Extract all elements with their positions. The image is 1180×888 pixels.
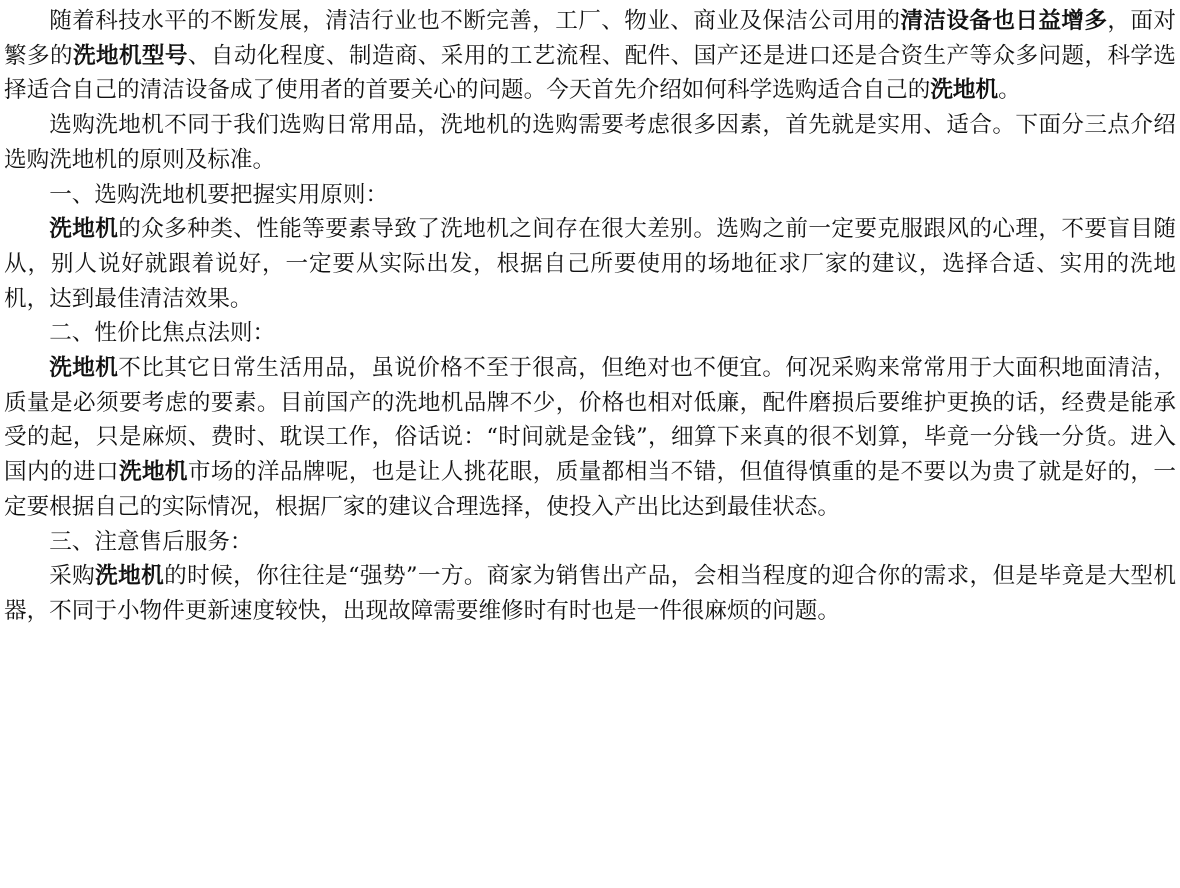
heading-text: 一、选购洗地机要把握实用原则：	[49, 181, 389, 208]
bold-text-segment: 洗地机	[930, 77, 999, 104]
bold-text-segment: 洗地机	[49, 216, 119, 243]
bold-text-segment: 洗地机	[118, 459, 188, 486]
text-segment: 、自动化程度、制造商、采用的工艺流程、配件、国产还是进口还是合资生产等众多问题，科学选择适合自己的清洁设备成了使用者的首要关心的问题。今天首先介绍如何科学选购适合自己的	[4, 42, 1177, 104]
paragraph-intro	[4, 4, 1176, 108]
section-heading-2	[4, 316, 1176, 351]
bold-text-segment: 洗地机型号	[72, 42, 188, 69]
section-heading-3	[4, 525, 1176, 560]
text-segment: 随着科技水平的不断发展，清洁行业也不断完善，工厂、物业、商业及保洁公司用的	[49, 8, 901, 34]
bold-text-segment: 洗地机	[49, 355, 119, 382]
text-segment: 采购	[49, 563, 96, 590]
text-segment: 的时候，你往往是“强势”一方。商家为销售出产品，会相当程度的迎合你的需求，但是毕竟是大型机器，不同于小物件更新速度较快，出现故障需要维修时有时也是一件很麻烦的问题。	[4, 563, 1177, 624]
paragraph-overview	[4, 108, 1176, 177]
heading-text: 二、性价比焦点法则：	[49, 320, 276, 347]
paragraph-section-3	[4, 559, 1176, 628]
text-segment: 。	[998, 77, 1021, 104]
bold-text-segment: 清洁设备也日益增多	[900, 8, 1108, 34]
heading-text: 三、注意售后服务：	[49, 528, 253, 555]
text-segment: 的众多种类、性能等要素导致了洗地机之间存在很大差别。选购之前一定要克服跟风的心理，不要盲目随从，别人说好就跟着说好，一定要从实际出发，根据自己所要使用的场地征求厂家的建议，选择合适、实用的洗地机，达到最佳清洁效果。	[4, 216, 1177, 312]
text-segment: ，面对繁多的	[4, 8, 1177, 69]
paragraph-section-2	[4, 351, 1176, 525]
text-segment: 不比其它日常生活用品，虽说价格不至于很高，但绝对也不便宜。何况采购来常常用于大面积地面清洁，质量是必须要考虑的要素。目前国产的洗地机品牌不少，价格也相对低廉，配件磨损后要维护更换的话，经费是能承受的起，只是麻烦、费时、耽误工作，俗话说：“时间就是金钱”，细算下来真的很不划算，毕竟一分钱一分货。进入国内的进口	[4, 355, 1177, 486]
text-segment: 选购洗地机不同于我们选购日常用品，洗地机的选购需要考虑很多因素，首先就是实用、适合。下面分三点介绍选购洗地机的原则及标准。	[4, 112, 1176, 173]
document-body	[4, 4, 1176, 629]
bold-text-segment: 洗地机	[95, 563, 165, 590]
paragraph-section-1	[4, 212, 1176, 316]
section-heading-1	[4, 178, 1176, 213]
text-segment: 市场的洋品牌呢，也是让人挑花眼，质量都相当不错，但值得慎重的是不要以为贵了就是好的，一定要根据自己的实际情况，根据厂家的建议合理选择，使投入产出比达到最佳状态。	[4, 459, 1177, 520]
